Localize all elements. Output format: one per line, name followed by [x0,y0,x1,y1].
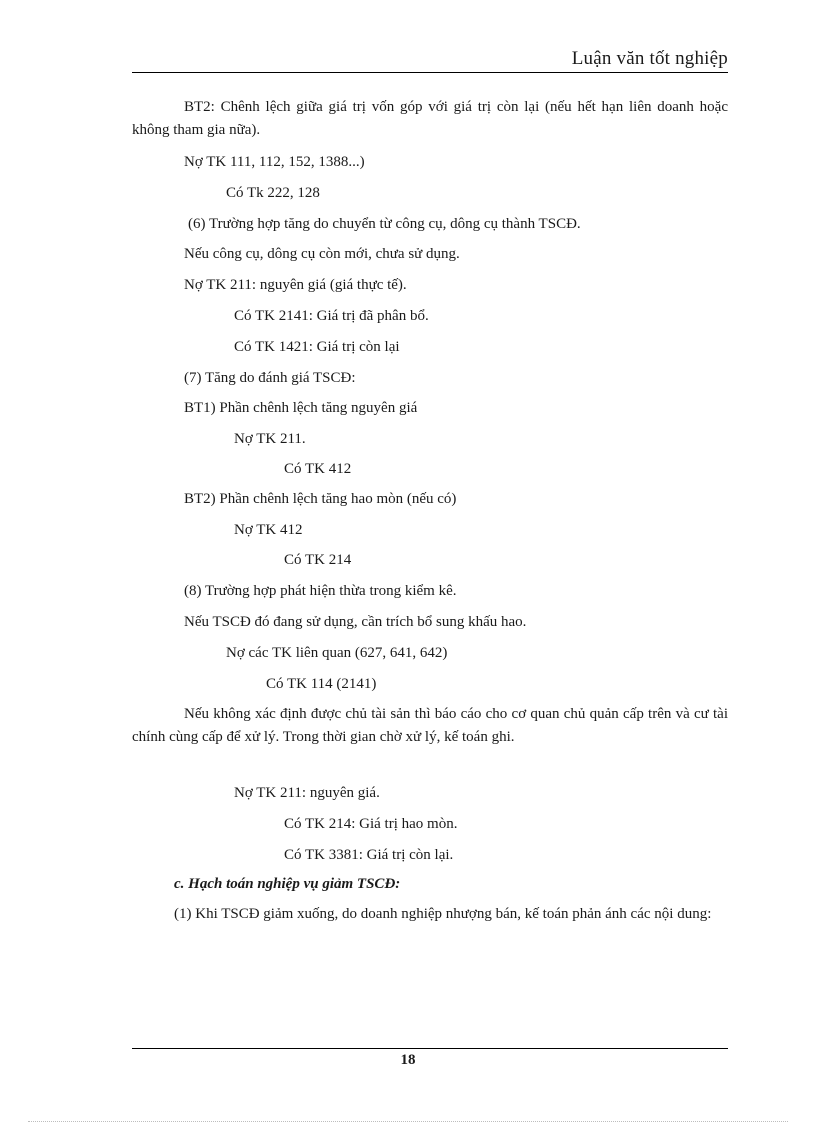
entry-line: Có TK 412 [284,461,352,477]
entry-line: (8) Trường hợp phát hiện thừa trong kiểm kê. [184,583,457,599]
entry-line: Nếu TSCĐ đó đang sử dụng, cần trích bổ sung khấu hao. [184,614,527,630]
entry-line: Nợ TK 211: nguyên giá (giá thực tế). [184,277,407,293]
paragraph-decrease: (1) Khi TSCĐ giảm xuống, do doanh nghiệp nhượng bán, kế toán phản ánh các nội dung: [174,906,712,922]
entry-line: (7) Tăng do đánh giá TSCĐ: [184,370,356,386]
entry-line: Có TK 114 (2141) [266,676,377,692]
header-title: Luận văn tốt nghiệp [571,48,728,69]
entry-line: Có TK 1421: Giá trị còn lại [234,339,400,355]
entry-line: Nếu công cụ, dông cụ còn mới, chưa sử dụng. [184,246,460,262]
paragraph-unknown-owner: Nếu không xác định được chủ tài sản thì báo cáo cho cơ quan chủ quản cấp trên và cư tài chính cùng cấp để xử lý. Trong thời gian chờ xử lý, kế toán ghi. [132,706,728,745]
entry-line: (6) Trường hợp tăng do chuyển từ công cụ, dông cụ thành TSCĐ. [188,216,581,232]
entry-line: Có TK 214 [284,552,352,568]
entry-line: BT2) Phần chênh lệch tăng hao mòn (nếu có) [184,491,457,507]
entry-line: Có Tk 222, 128 [226,185,320,201]
entry-line: Nợ TK 211. [234,431,306,447]
entry-line: Có TK 3381: Giá trị còn lại. [284,847,454,863]
footer-rule [132,1048,728,1049]
entry-line: Nợ TK 211: nguyên giá. [234,785,380,801]
entry-line: Có TK 2141: Giá trị đã phân bổ. [234,308,429,324]
entry-line: Nợ các TK liên quan (627, 641, 642) [226,645,448,661]
page-header [132,44,728,73]
page-number: 18 [400,1052,416,1068]
section-heading: c. Hạch toán nghiệp vụ giảm TSCĐ: [174,876,401,892]
entry-line: Nợ TK 111, 112, 152, 1388...) [184,154,365,170]
page-bottom-divider [28,1121,788,1122]
paragraph-bt2: BT2: Chênh lệch giữa giá trị vốn góp với giá trị còn lại (nếu hết hạn liên doanh hoặc không tham gia nữa). [132,99,728,138]
entry-line: Nợ TK 412 [234,522,303,538]
entry-line: BT1) Phần chênh lệch tăng nguyên giá [184,400,418,416]
entry-line: Có TK 214: Giá trị hao mòn. [284,816,458,832]
